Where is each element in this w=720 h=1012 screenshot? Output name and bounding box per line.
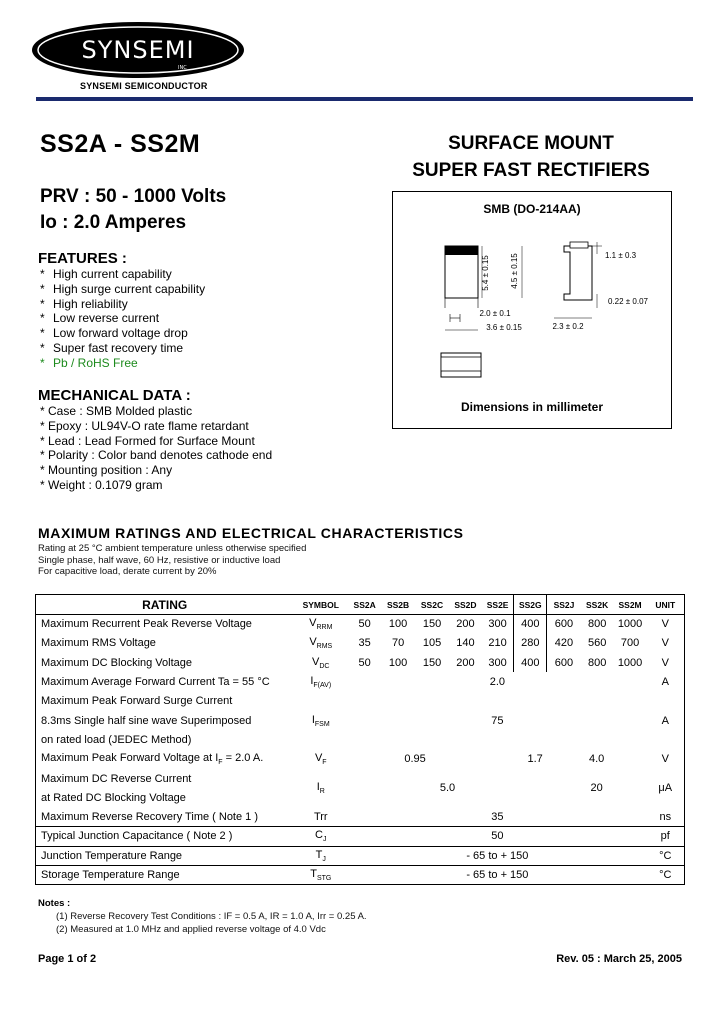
cell-value: 75 [491,714,504,727]
cell-value: 1.7 [527,753,543,766]
dim-side-width: 2.3 ± 0.2 [552,322,584,331]
cell-value: 50 [348,827,646,846]
cell-value: 1000 [617,618,643,631]
cell-value: 150 [422,656,442,669]
cell-unit: A [647,672,685,691]
cell-value: 100 [388,618,408,631]
row-symbol: $V_{DC}$ [312,655,330,670]
cell-value: 300 [488,618,507,631]
row-desc: Maximum DC Reverse Current [36,769,294,788]
row-desc: Typical Junction Capacitance ( Note 2 ) [36,827,294,846]
cell-value: 400 [514,615,547,634]
feature-item-rohs: * Pb / RoHS Free [40,355,138,370]
mechanical-item: * Epoxy : UL94V-O rate flame retardant [40,418,249,433]
note-item: (1) Reverse Recovery Test Conditions : IF = 0.5 A, IR = 1.0 A, Irr = 0.25 A. [56,911,367,922]
table-row-ifsm-1 [36,692,685,711]
cell-value: 0.95 [404,753,426,766]
cell-value: 800 [587,656,607,669]
row-symbol: $I_R$ [316,781,325,796]
row-desc: 8.3ms Single half sine wave Superimposed [36,711,294,730]
cell-value: 600 [547,615,581,634]
table-row-trr [36,807,685,826]
package-name: SMB (DO-214AA) [483,202,581,216]
company-logo [30,20,246,80]
prv-rating: PRV : 50 - 1000 Volts [40,186,227,207]
table-row-ir-1 [36,769,685,788]
row-symbol: $C_J$ [293,827,348,846]
cell-value: - 65 to + 150 [348,846,646,865]
row-symbol: $I_{FSM}$ [311,713,330,728]
condition-line: For capacitive load, derate current by 20% [38,566,217,577]
logo-text: SYNSEMI [81,36,195,64]
condition-line: Single phase, half wave, 60 Hz, resistive or inductive load [38,554,281,566]
cell-value: 600 [547,653,581,672]
col-unit: UNIT [647,595,685,615]
cell-value: 140 [456,637,475,650]
cell-unit: μA [647,769,685,808]
row-desc: Maximum Peak Forward Voltage at $I_F = 2.0$ A. [36,750,294,769]
cell-value: 800 [587,618,607,631]
table-row-vrrm [36,615,685,634]
cell-value: 35 [491,810,504,823]
row-symbol: $V_{RRM}$ [309,617,333,632]
product-title-line2: SUPER FAST RECTIFIERS [412,160,650,181]
feature-item: * High surge current capability [40,281,206,296]
row-desc: at Rated DC Blocking Voltage [36,788,294,807]
cell-value: 50 [358,618,371,631]
cell-value: 420 [547,634,581,653]
logo-sub: INC [178,65,187,71]
cell-value: 100 [388,656,408,669]
mechanical-item: * Case : SMB Molded plastic [40,404,193,418]
notes-heading: Notes : [38,898,71,909]
col-ss2k: SS2K [586,599,609,610]
cell-unit: °C [647,865,685,884]
cell-value: 1000 [617,656,643,669]
mechanical-item: * Lead : Lead Formed for Surface Mount [40,433,255,448]
cell-value: 560 [587,637,607,650]
cell-value: 280 [514,634,547,653]
row-desc: Maximum Reverse Recovery Time ( Note 1 ) [36,807,294,826]
revision: Rev. 05 : March 25, 2005 [556,953,682,965]
table-row-tj [36,846,685,865]
cell-unit: V [647,615,685,634]
cell-value: 200 [456,618,475,631]
cell-value: 700 [620,637,640,650]
col-ss2e: SS2E [486,599,509,610]
ratings-table [35,594,685,885]
feature-item: * High current capability [40,267,172,281]
table-row-ifsm-3 [36,730,685,749]
cell-value: 200 [456,656,475,669]
header-rule [36,97,693,101]
cell-unit: V [647,750,685,769]
row-symbol: $V_{RMS}$ [309,636,333,651]
package-drawing [392,218,672,398]
package-dimensions-note: Dimensions in millimeter [460,400,604,414]
mechanical-item: * Mounting position : Any [40,463,173,478]
row-desc: on rated load (JEDEC Method) [36,730,294,749]
ratings-heading: MAXIMUM RATINGS AND ELECTRICAL CHARACTERISTICS [38,525,464,541]
dim-side-height: 4.5 ± 0.15 [510,253,519,289]
mechanical-list [40,404,272,493]
col-symbol: SYMBOL [302,599,339,610]
row-symbol: $V_F$ [314,752,327,767]
cell-value: 5.0 [439,782,456,795]
row-desc: Maximum RMS Voltage [36,634,294,653]
cell-value: 105 [422,637,442,650]
table-row-vdc [36,653,685,672]
col-ss2b: SS2B [386,599,410,610]
table-header-row [36,595,685,615]
note-item: (2) Measured at 1.0 MHz and applied reverse voltage of 4.0 Vdc [56,923,326,935]
cell-value: 150 [422,618,442,631]
row-desc: Storage Temperature Range [36,865,294,884]
table-row-ifav [36,672,685,691]
col-ss2a: SS2A [353,599,376,610]
col-rating: RATING [36,595,294,615]
cell-value: 300 [488,656,507,669]
cell-value: 20 [590,782,603,795]
mechanical-item: * Polarity : Color band denotes cathode end [40,448,273,463]
features-heading: FEATURES : [38,250,127,267]
table-row-vrms [36,634,685,653]
cell-unit: pf [647,827,685,846]
dim-side-top: 1.1 ± 0.3 [605,251,637,260]
row-symbol: Trr [313,810,328,823]
cell-value: 70 [391,637,405,650]
col-ss2g: SS2G [514,595,547,615]
table-row-tstg [36,865,685,884]
table-row-cj [36,827,685,846]
feature-item: * Low forward voltage drop [40,326,188,341]
cell-unit: °C [647,846,685,865]
features-list [40,267,205,371]
dim-body-width: 3.6 ± 0.15 [486,323,522,332]
cell-value: 2.0 [489,676,506,689]
dim-lead-width: 2.0 ± 0.1 [479,309,511,318]
row-desc: Maximum DC Blocking Voltage [36,653,294,672]
table-row-ifsm-2 [36,711,685,730]
cell-value: 50 [358,656,371,669]
table-row-vf [36,750,685,769]
cell-unit: V [647,653,685,672]
product-title-line1: SURFACE MOUNT [448,133,614,154]
cell-value: 4.0 [589,753,605,766]
cell-unit: V [647,634,685,653]
row-desc: Maximum Average Forward Current Ta = 55 °C [36,672,294,691]
dim-top-width: 5.4 ± 0.15 [481,255,490,291]
condition-line: Rating at 25 °C ambient temperature unless otherwise specified [38,543,307,554]
col-ss2m: SS2M [618,599,642,610]
row-desc: Maximum Peak Forward Surge Current [36,692,294,711]
feature-item: * Super fast recovery time [40,340,184,355]
cell-unit: ns [647,807,685,826]
col-ss2c: SS2C [420,599,444,610]
part-number: SS2A - SS2M [40,130,201,158]
mechanical-heading: MECHANICAL DATA : [38,387,191,404]
cell-unit: A [647,711,685,730]
feature-item: * Low reverse current [40,311,160,326]
col-ss2j: SS2J [547,595,581,615]
cell-value: 400 [514,653,547,672]
row-symbol: $T_{STG}$ [293,865,348,884]
row-symbol: $I_{F(AV)}$ [310,674,332,690]
company-name: SYNSEMI SEMICONDUCTOR [80,81,208,91]
cell-value: 210 [488,637,507,650]
cell-value: - 65 to + 150 [348,865,646,884]
row-desc: Junction Temperature Range [36,846,294,865]
notes-list [56,911,367,936]
rating-conditions [38,543,306,578]
col-ss2d: SS2D [454,599,477,610]
cell-value: 35 [358,637,371,650]
feature-item: * High reliability [40,296,128,311]
dim-side-bottom: 0.22 ± 0.07 [608,297,648,306]
page-number: Page 1 of 2 [38,953,97,965]
row-symbol: $T_J$ [293,846,348,865]
row-desc: Maximum Recurrent Peak Reverse Voltage [36,615,294,634]
io-rating: Io : 2.0 Amperes [40,212,187,233]
mechanical-item: * Weight : 0.1079 gram [40,477,163,492]
